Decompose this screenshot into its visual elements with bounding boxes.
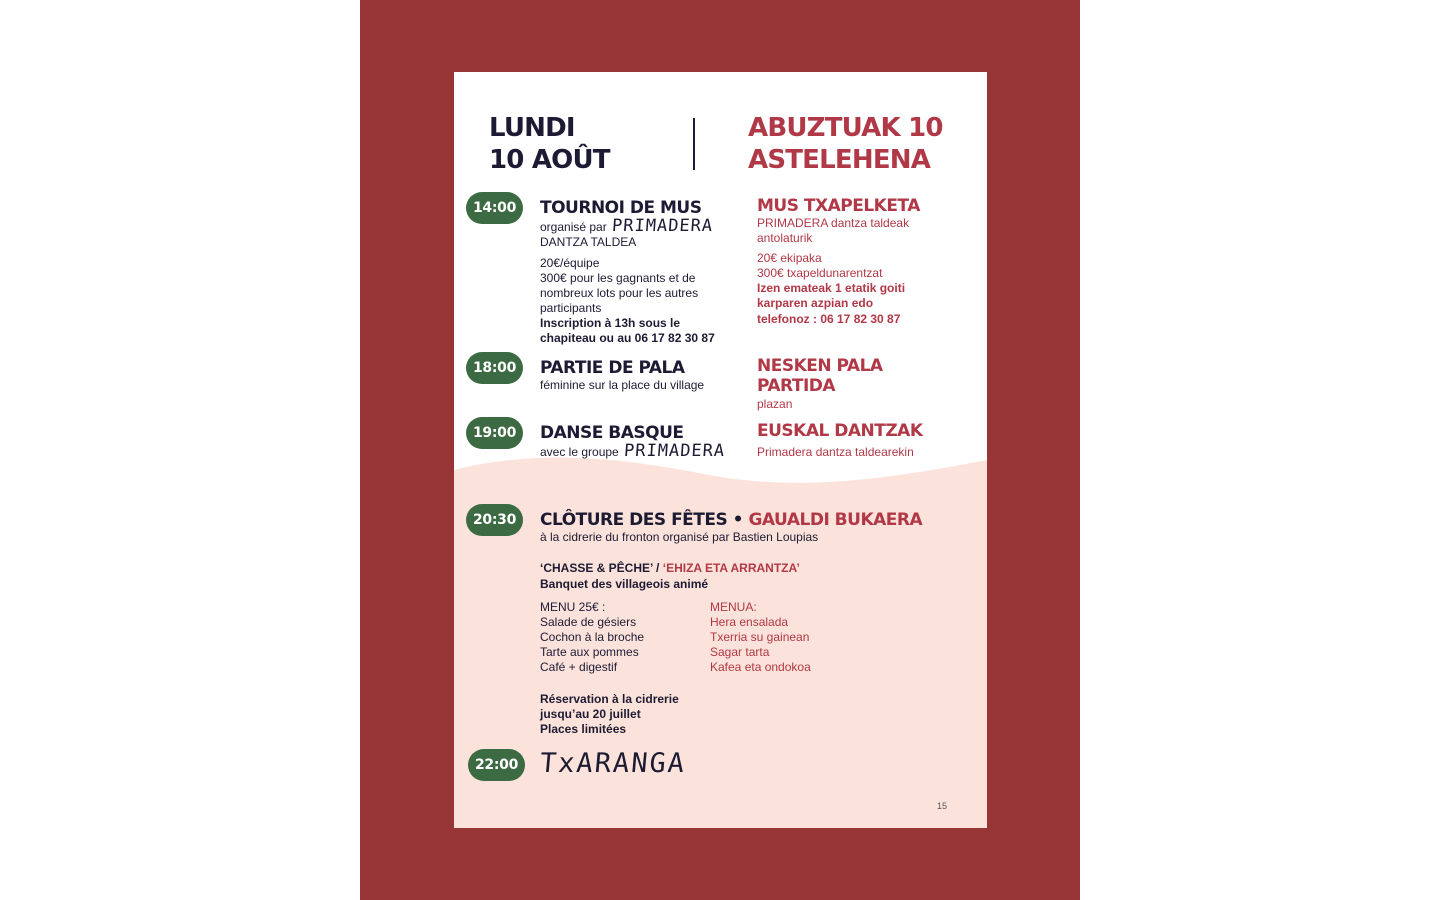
date-eu: ABUZTUAK 10 — [748, 113, 943, 143]
event-title-cloture — [540, 510, 922, 530]
theme-separator: / — [656, 561, 660, 575]
program-page — [454, 72, 987, 828]
title-separator-dot: • — [732, 510, 744, 530]
event-title-pala-fr: PARTIE DE PALA — [540, 358, 685, 378]
event-title-danse-fr: DANSE BASQUE — [540, 423, 684, 443]
menu-fr-item: MENU 25€ : — [540, 600, 606, 614]
menu-eu — [710, 600, 811, 675]
day-title-eu — [748, 112, 943, 176]
cloture-title-eu: GAUALDI BUKAERA — [748, 510, 923, 530]
menu-eu-item: Sagar tarta — [710, 645, 770, 659]
mus-price: 20€/équipe — [540, 256, 600, 270]
date-fr: 10 AOÛT — [489, 145, 610, 175]
mus-eu-insc-2: karparen azpian edo — [757, 296, 874, 310]
reservation-line: Places limitées — [540, 722, 627, 736]
time-badge-2030: 20:30 — [466, 504, 523, 536]
mus-eu-insc-1: Izen emateak 1 etatik goiti — [757, 281, 906, 295]
event-title-danse-eu: EUSKAL DANTZAK — [757, 421, 923, 441]
menu-eu-item: Kafea eta ondokoa — [710, 660, 811, 674]
txaranga-text: TxARANGA — [538, 748, 688, 779]
day-name-eu: ASTELEHENA — [748, 145, 931, 175]
mus-inscription-line-1: Inscription à 13h sous le — [540, 316, 681, 330]
theme-fr: ‘CHASSE & PÊCHE’ — [540, 561, 653, 575]
event-title-mus-fr: TOURNOI DE MUS — [540, 198, 702, 218]
with-group-label: avec le groupe — [540, 445, 619, 459]
time-badge-2200: 22:00 — [468, 749, 525, 781]
mus-prize-line-3: participants — [540, 301, 602, 315]
mus-organiser-line — [540, 216, 713, 236]
mus-eu-org-1: PRIMADERA dantza taldeak — [757, 216, 910, 230]
cloture-sub: à la cidrerie du fronton organisé par Bastien Loupias — [540, 530, 819, 544]
primadera-logo-text: PRIMADERA — [611, 216, 714, 236]
mus-prize-line-1: 300€ pour les gagnants et de — [540, 271, 696, 285]
menu-fr-item: Café + digestif — [540, 660, 618, 674]
menu-fr-item: Cochon à la broche — [540, 630, 645, 644]
mus-eu-org-2: antolaturik — [757, 231, 813, 245]
theme-eu: ‘EHIZA ETA ARRANTZA’ — [662, 561, 800, 575]
mus-eu-insc-3: telefonoz : 06 17 82 30 87 — [757, 312, 901, 326]
menu-eu-item: Txerria su gainean — [710, 630, 810, 644]
event-title-txaranga — [540, 748, 686, 779]
time-badge-1900: 19:00 — [466, 417, 523, 449]
pala-sub-eu: plazan — [757, 397, 793, 411]
time-badge-1800: 18:00 — [466, 352, 523, 384]
menu-eu-item: MENUA: — [710, 600, 757, 614]
time-badge-1400: 14:00 — [466, 192, 523, 224]
reservation-info — [540, 692, 679, 737]
danse-group-line — [540, 441, 725, 461]
menu-fr-item: Salade de gésiers — [540, 615, 637, 629]
mus-group-sub: DANTZA TALDEA — [540, 235, 637, 249]
primadera-logo-text-2: PRIMADERA — [623, 441, 726, 461]
mus-eu-prize: 300€ txapeldunarentzat — [757, 266, 883, 280]
mus-eu-price: 20€ ekipaka — [757, 251, 822, 265]
danse-sub-eu: Primadera dantza taldearekin — [757, 445, 914, 459]
banquet-text: Banquet des villageois animé — [540, 577, 709, 591]
event-title-pala-eu-2: PARTIDA — [757, 376, 836, 396]
event-title-mus-eu: MUS TXAPELKETA — [757, 196, 920, 216]
menu-fr — [540, 600, 644, 675]
mus-prize-line-2: nombreux lots pour les autres — [540, 286, 699, 300]
event-title-pala-eu-1: NESKEN PALA — [757, 356, 883, 376]
organised-by-label: organisé par — [540, 220, 607, 234]
page-number: 15 — [937, 801, 948, 811]
header-divider — [693, 118, 695, 170]
mus-inscription-line-2: chapiteau ou au 06 17 82 30 87 — [540, 331, 715, 345]
cloture-title-fr: CLÔTURE DES FÊTES — [540, 510, 728, 530]
cloture-theme — [540, 561, 800, 576]
day-name-fr: LUNDI — [489, 113, 575, 143]
menu-fr-item: Tarte aux pommes — [540, 645, 639, 659]
day-title-fr — [489, 112, 610, 176]
reservation-line: jusqu’au 20 juillet — [540, 707, 641, 721]
reservation-line: Réservation à la cidrerie — [540, 692, 679, 706]
menu-eu-item: Hera ensalada — [710, 615, 789, 629]
pala-sub-fr: féminine sur la place du village — [540, 378, 705, 392]
